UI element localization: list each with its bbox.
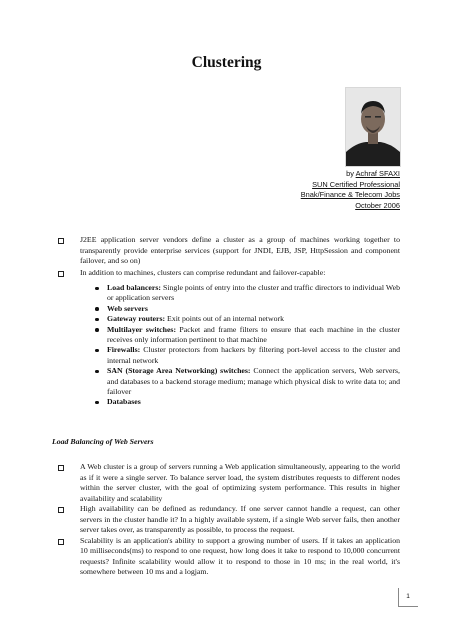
byline-line [301, 169, 400, 180]
intro-item [56, 268, 400, 279]
author-byline [301, 169, 400, 201]
section-heading: Load Balancing of Web Servers [52, 437, 154, 446]
bullet-dot-icon [95, 307, 99, 311]
bullet-dot-icon [95, 401, 99, 405]
author-photo [345, 87, 401, 167]
bullet-dot-icon [95, 349, 99, 353]
bullet-dot-icon [95, 287, 99, 291]
section-item [56, 462, 400, 504]
checkbox-bullet-icon [58, 539, 64, 545]
author-portrait-image [346, 88, 400, 166]
section-list [56, 462, 400, 578]
checkbox-bullet-icon [58, 507, 64, 513]
list-item [93, 345, 400, 366]
document-date: October 2006 [355, 201, 400, 210]
section-item [56, 504, 400, 536]
section-item [56, 536, 400, 578]
component-list [93, 283, 400, 408]
section-text: A Web cluster is a group of servers running a Web application simultaneously, appearing to the world as if it were a single server. To balance server load, the system distributes requests to different nodes within the server cluster, with the goal of optimizing system performance. This results in higher availability and scalability [80, 462, 400, 503]
item-desc: Exit points out of an internal network [165, 314, 284, 324]
page-number-border [398, 606, 418, 607]
author-certification: SUN Certified Professional [312, 179, 400, 189]
intro-item [56, 235, 400, 267]
byline-by: by [346, 169, 356, 178]
item-term: Databases [107, 397, 141, 407]
author-jobs: Bnak/Finance & Telecom Jobs [300, 190, 400, 199]
intro-list [56, 235, 400, 278]
item-term: Web servers [107, 303, 148, 313]
intro-text: In addition to machines, clusters can comprise redundant and failover-capable: [80, 267, 326, 277]
item-term: Load balancers: [107, 283, 161, 292]
bullet-dot-icon [95, 370, 99, 374]
list-item [93, 325, 400, 346]
section-text: High availability can be defined as redundancy. If one server cannot handle a request, can other servers in the cluster handle it? In a highly available system, if a single Web server fails, then another server takes over, as transparently as possible, to process the request. [80, 504, 400, 534]
list-item [93, 397, 400, 407]
list-item [93, 314, 400, 324]
item-desc: Connect the application servers, Web servers, and databases to a backend storage medium; manage which physical disk to write data to; and failover [107, 366, 401, 397]
checkbox-bullet-icon [58, 271, 64, 277]
checkbox-bullet-icon [58, 465, 64, 471]
bullet-dot-icon [95, 328, 99, 332]
item-term: Multilayer switches: [107, 324, 177, 334]
intro-text: J2EE application server vendors define a cluster as a group of machines working together to transparently provide enterprise services (support for JNDI, EJB, JSP, HttpSession and component failover, and so on) [80, 235, 400, 265]
checkbox-bullet-icon [58, 238, 64, 244]
bullet-dot-icon [95, 318, 99, 322]
page-title: Clustering [191, 54, 262, 71]
list-item [93, 283, 400, 304]
item-term: Firewalls: [107, 345, 141, 355]
item-term: Gateway routers: [107, 314, 166, 324]
item-desc: Cluster protectors from hackers by filtering port-level access to the cluster and internal network [107, 345, 400, 365]
item-desc: Packet and frame filters to ensure that each machine in the cluster receives only information pertinent to that machine [107, 324, 401, 345]
section-text: Scalability is an application's ability to support a growing number of users. If it takes an application 10 milliseconds(ms) to respond to one request, how long does it take to respond to 10,000 concurrent requests? Infinite scalability would allow it to respond to those in 10 ms; in the real world, it's somewhere between 10 ms and a logjam. [80, 535, 400, 576]
page-number: 1 [406, 593, 410, 600]
list-item [93, 304, 400, 314]
item-term: SAN (Storage Area Networking) switches: [107, 366, 251, 376]
item-desc: Single points of entry into the cluster and traffic directors to individual Web or application servers [107, 283, 400, 303]
list-item [93, 366, 400, 397]
author-name: Achraf SFAXI [355, 169, 400, 178]
